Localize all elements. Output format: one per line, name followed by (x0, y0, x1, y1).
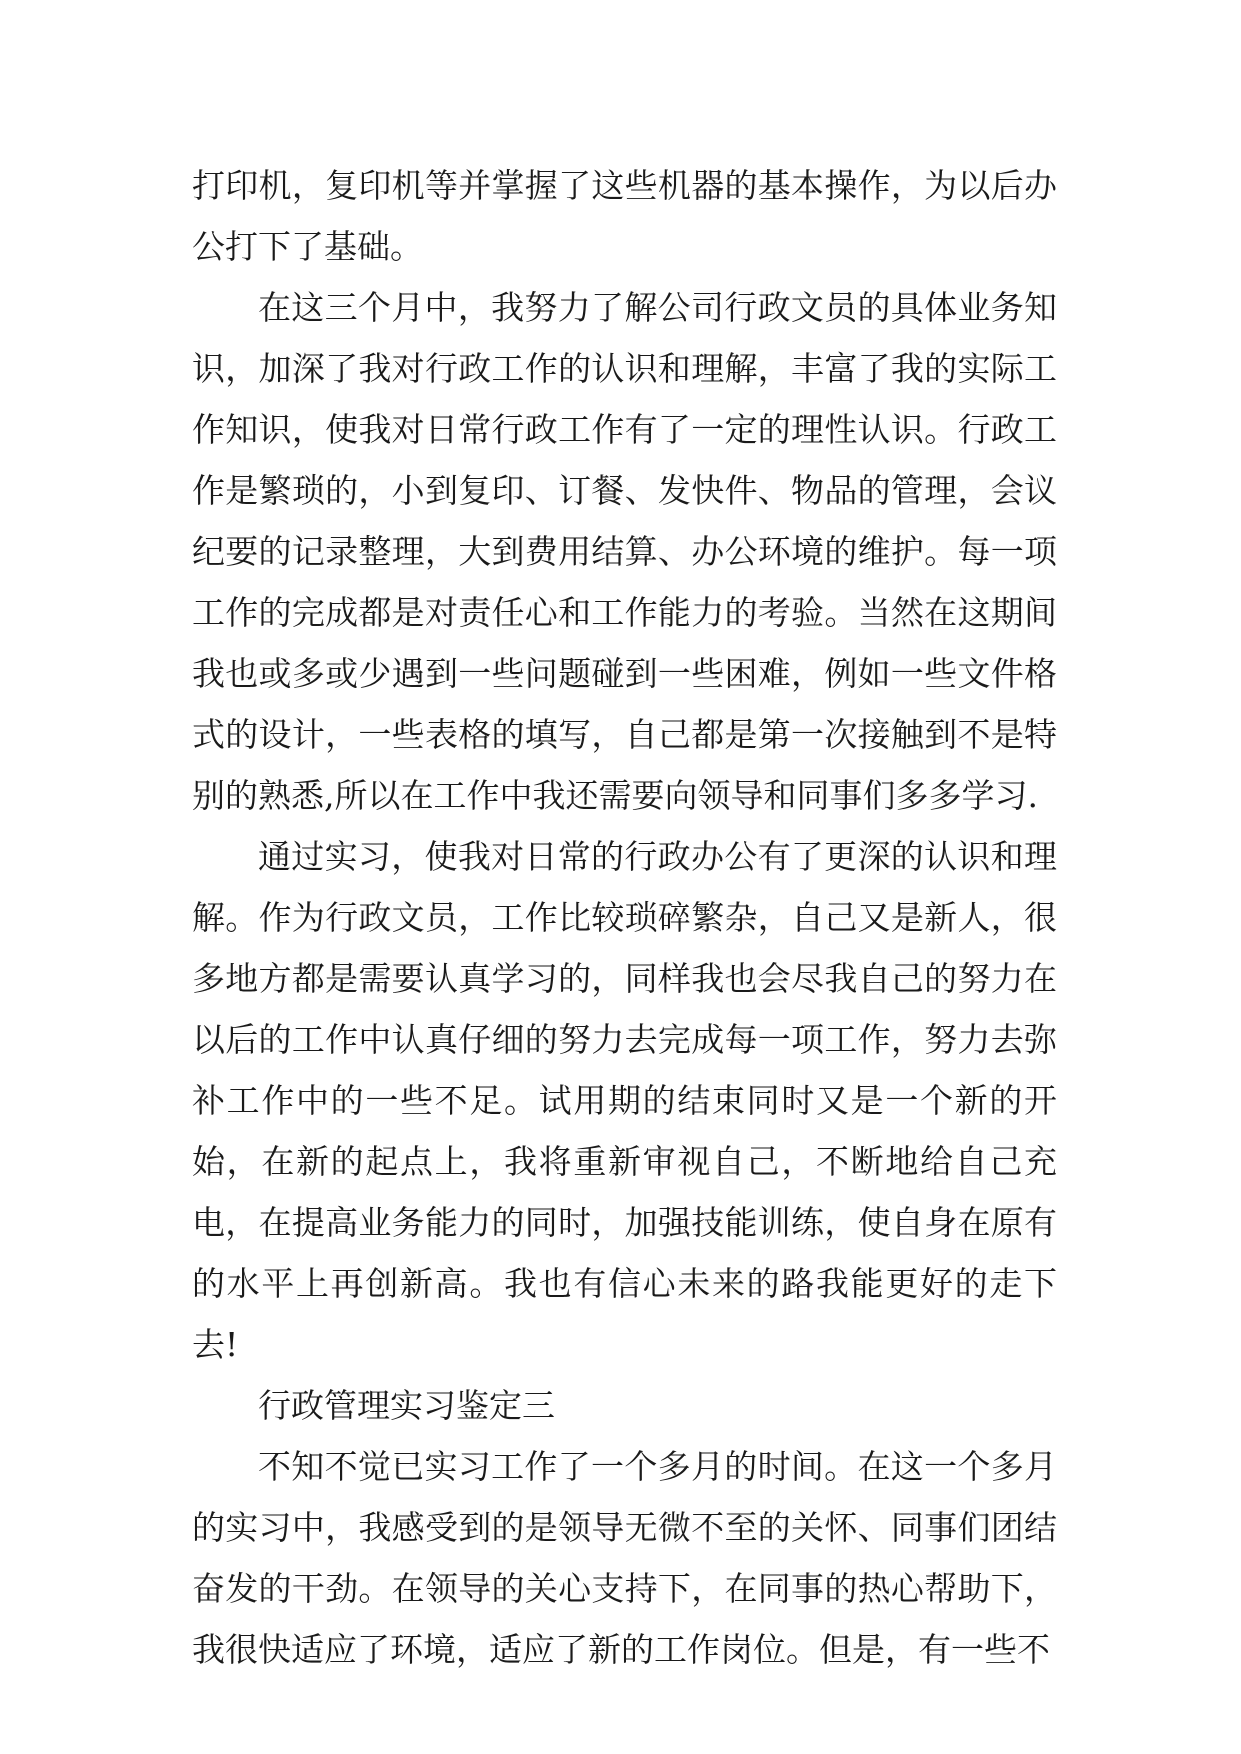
section-heading: 行政管理实习鉴定三 (258, 1386, 555, 1425)
document-body (192, 155, 1057, 1680)
paragraph-internship-reflection: 通过实习，使我对日常的行政办公有了更深的认识和理解。作为行政文员，工作比较琐碎繁杂，自己又是新人，很多地方都是需要认真学习的，同样我也会尽我自己的努力在以后的工作中认真仔细的努力去完成每一项工作，努力去弥补工作中的一些不足。试用期的结束同时又是一个新的开始，在新的起点上，我将重新审视自己，不断地给自己充电，在提高业务能力的同时，加强技能训练，使自身在原有的水平上再创新高。我也有信心未来的路我能更好的走下去! (192, 837, 1057, 1364)
paragraph-continuation: 打印机，复印机等并掌握了这些机器的基本操作，为以后办公打下了基础。 (192, 166, 1057, 266)
paragraph-section-three: 不知不觉已实习工作了一个多月的时间。在这一个多月的实习中，我感受到的是领导无微不至的关怀、同事们团结奋发的干劲。在领导的关心支持下，在同事的热心帮助下，我很快适应了环境，适应了新的工作岗位。但是，有一些不 (192, 1447, 1057, 1669)
paragraph-work-experience: 在这三个月中，我努力了解公司行政文员的具体业务知识，加深了我对行政工作的认识和理解，丰富了我的实际工作知识，使我对日常行政工作有了一定的理性认识。行政工作是繁琐的，小到复印、订餐、发快件、物品的管理，会议纪要的记录整理，大到费用结算、办公环境的维护。每一项工作的完成都是对责任心和工作能力的考验。当然在这期间我也或多或少遇到一些问题碰到一些困难，例如一些文件格式的设计，一些表格的填写，自己都是第一次接触到不是特别的熟悉,所以在工作中我还需要向领导和同事们多多学习. (192, 288, 1057, 815)
